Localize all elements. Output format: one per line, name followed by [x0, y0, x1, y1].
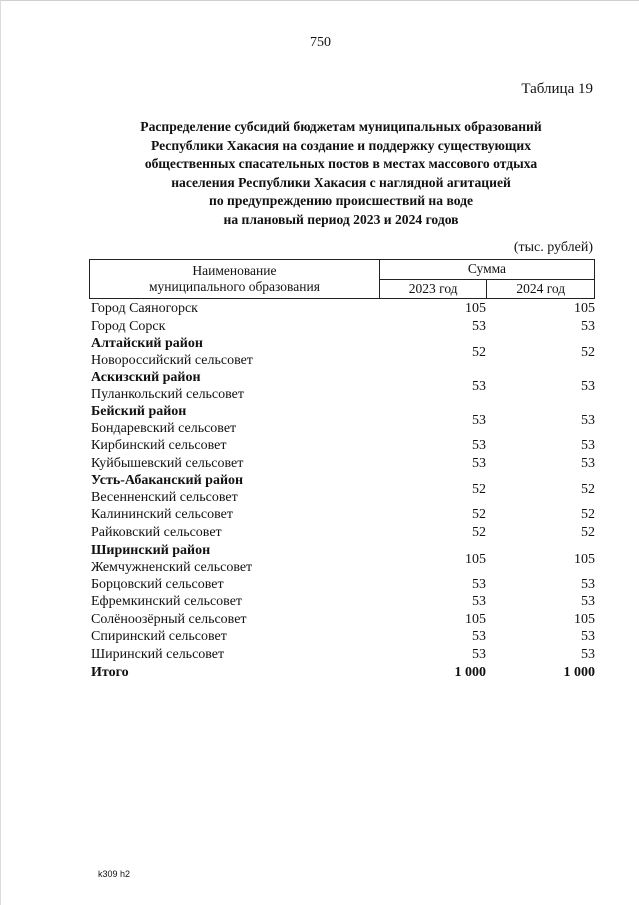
row-value-2024: 53: [581, 413, 595, 429]
row-value-2023: 105: [465, 301, 486, 316]
header-name-line2: муниципального образования: [148, 279, 320, 294]
row-name: Ефремкинский сельсовет: [91, 594, 243, 610]
title-line: населения Республики Хакасия с наглядной агитацией: [171, 174, 511, 190]
table-row: [91, 300, 595, 318]
table-row: [91, 611, 595, 629]
row-value-2024: 53: [581, 318, 595, 334]
table-row: [91, 403, 595, 437]
row-name: Пуланкольский сельсовет: [91, 387, 245, 403]
table-row: [91, 593, 595, 611]
table-row: [91, 542, 595, 576]
row-name: Райковский сельсовет: [91, 524, 222, 540]
table-row: [91, 506, 595, 524]
title-line: на плановый период 2023 и 2024 годов: [223, 211, 459, 227]
header-year-2023: 2023 год: [379, 279, 487, 299]
row-value-2024: 105: [574, 301, 595, 316]
total-value-2023: 1 000: [454, 664, 486, 680]
row-value-2023: 53: [472, 594, 486, 610]
table-row: [91, 318, 595, 336]
row-value-2023: 53: [472, 318, 486, 334]
row-value-2023: 53: [472, 629, 486, 645]
row-value-2024: 53: [581, 629, 595, 645]
row-value-2023: 53: [472, 455, 486, 471]
row-value-2023: 105: [465, 611, 486, 627]
total-row: [91, 664, 595, 682]
row-name: Город Сорск: [91, 318, 166, 334]
row-value-2024: 53: [581, 455, 595, 471]
row-value-2024: 52: [581, 524, 595, 540]
row-name: Кирбинский сельсовет: [91, 438, 227, 454]
row-value-2024: 52: [581, 507, 595, 523]
row-name: Город Саяногорск: [91, 301, 198, 316]
region-heading: Бейский район: [91, 404, 187, 420]
document-title: [91, 118, 591, 229]
row-name: Жемчужненский сельсовет: [91, 559, 253, 575]
table-row: [91, 472, 595, 506]
header-name-line1: Наименование: [192, 263, 277, 278]
table-label: Таблица 19: [521, 81, 593, 97]
table-row: [91, 335, 595, 369]
row-name: Куйбышевский сельсовет: [91, 455, 244, 471]
row-value-2024: 52: [581, 345, 595, 361]
table-row: [91, 576, 595, 594]
title-line: общественных спасательных постов в местах массового отдыха: [144, 156, 538, 171]
row-value-2023: 53: [472, 646, 486, 662]
region-heading: Аскизский район: [91, 370, 201, 386]
region-heading: Алтайский район: [91, 336, 203, 352]
table-body: [91, 300, 595, 681]
header-sum-cell: Сумма: [379, 260, 594, 280]
table-row: [91, 524, 595, 542]
row-name: Новороссийский сельсовет: [91, 353, 253, 369]
row-name: Калининский сельсовет: [91, 507, 233, 523]
total-label: Итого: [91, 664, 129, 680]
region-heading: Усть-Абаканский район: [91, 473, 244, 489]
row-value-2024: 53: [581, 379, 595, 395]
row-value-2024: 52: [581, 482, 595, 498]
row-name: Бондаревский сельсовет: [91, 421, 237, 437]
row-value-2023: 105: [465, 551, 486, 567]
table-row: [91, 646, 595, 664]
row-value-2023: 53: [472, 576, 486, 592]
row-value-2023: 52: [472, 507, 486, 523]
title-line: Распределение субсидий бюджетам муниципальных образований: [140, 119, 542, 134]
table-header: [89, 259, 595, 299]
row-value-2023: 53: [472, 379, 486, 395]
row-name: Борцовский сельсовет: [91, 576, 224, 592]
row-value-2023: 53: [472, 413, 486, 429]
row-value-2023: 53: [472, 438, 486, 454]
row-name: Ширинский сельсовет: [91, 646, 225, 662]
row-name: Солёноозёрный сельсовет: [91, 611, 247, 627]
header-name-cell: [90, 260, 380, 299]
row-value-2024: 105: [574, 551, 595, 567]
row-value-2024: 53: [581, 438, 595, 454]
units-label: (тыс. рублей): [513, 240, 593, 255]
page-number: 750: [310, 35, 331, 50]
header-year-2024: 2024 год: [487, 279, 595, 299]
row-value-2023: 52: [472, 482, 486, 498]
table-row: [91, 369, 595, 403]
row-value-2023: 52: [472, 345, 486, 361]
row-value-2024: 53: [581, 594, 595, 610]
row-name: Спиринский сельсовет: [91, 629, 227, 645]
region-heading: Ширинский район: [91, 542, 211, 558]
total-value-2024: 1 000: [563, 664, 595, 680]
table-row: [91, 437, 595, 455]
row-value-2024: 53: [581, 576, 595, 592]
table-row: [91, 455, 595, 473]
row-value-2024: 53: [581, 646, 595, 662]
row-name: Весенненский сельсовет: [91, 490, 238, 506]
title-line: по предупреждению происшествий на воде: [208, 193, 474, 208]
title-line: Республики Хакасия на создание и поддержку существующих: [150, 137, 531, 153]
row-value-2023: 52: [472, 524, 486, 540]
footer-code: k309 h2: [98, 869, 131, 879]
row-value-2024: 105: [574, 611, 595, 627]
table-row: [91, 628, 595, 646]
